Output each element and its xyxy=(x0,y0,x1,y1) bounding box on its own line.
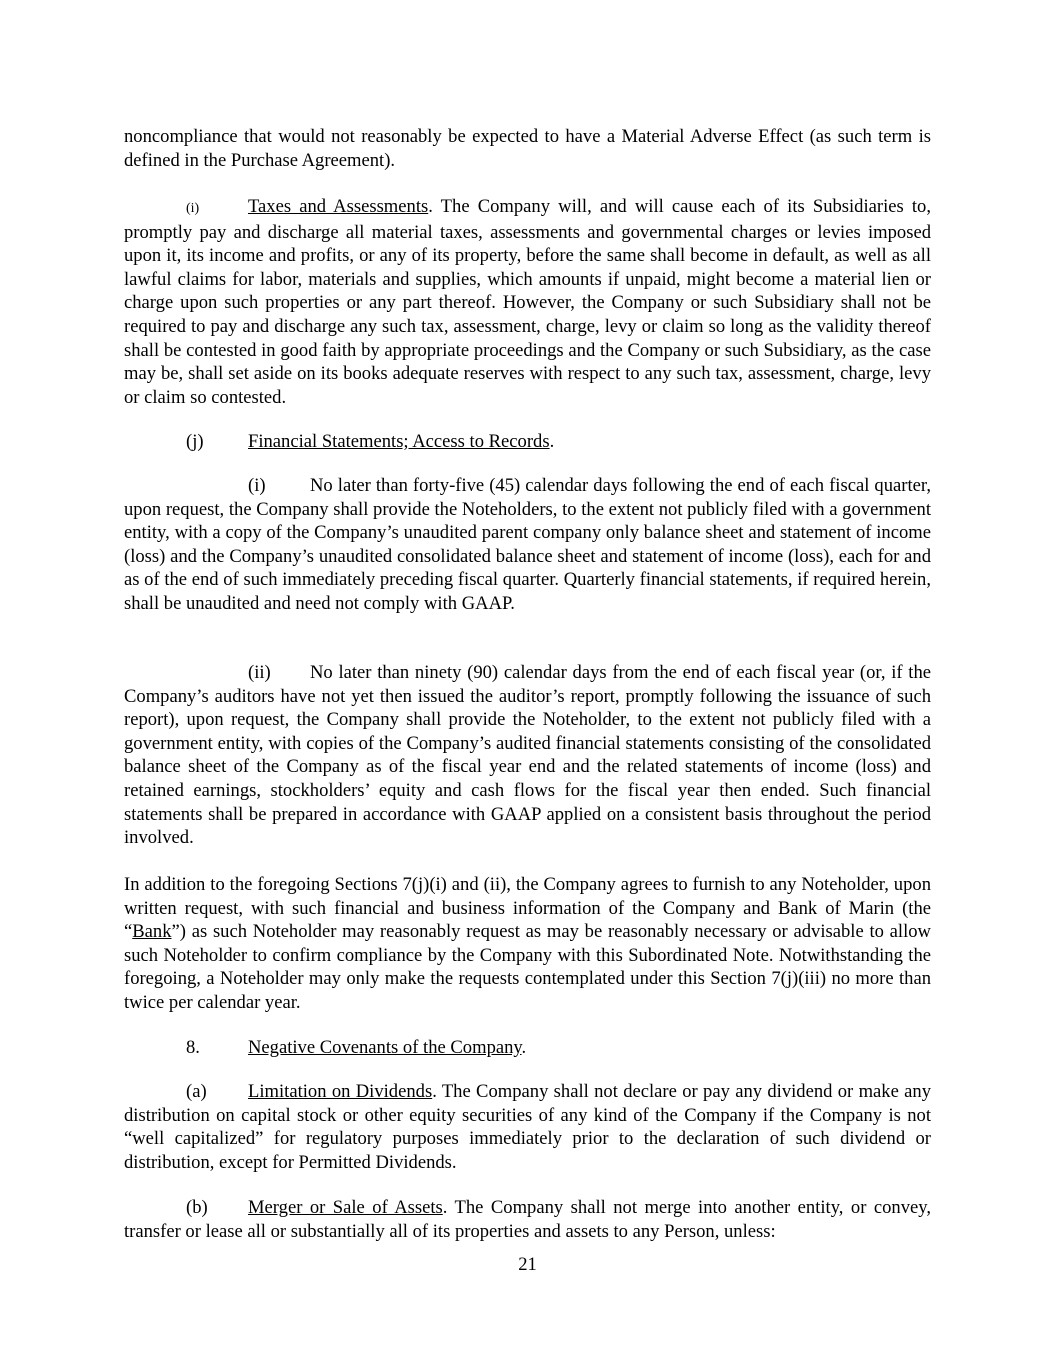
section-title: Limitation on Dividends xyxy=(248,1081,433,1102)
subsection-j-i-quarterly xyxy=(124,474,931,616)
section-label: 8. xyxy=(186,1037,200,1058)
section-text: . The Company will, and will cause each of its Subsidiaries to, promptly pay and discharge all material taxes, assessments and governmental charges or levies imposed upon it, its income and profits, or any of its property, before the same shall become in default, as well as all lawful claims for labor, materials and supplies, which amounts if unpaid, might become a material lien or charge upon such properties or any part thereof. However, the Company or such Subsidiary shall not be required to pay and discharge any such tax, assessment, charge, levy or claim so long as the validity thereof shall be contested in good faith by appropriate proceedings and the Company or such Subsidiary, as the case may be, shall set aside on its books adequate reserves with respect to any such tax, assessment, charge, levy or claim so contested. xyxy=(124,196,931,408)
subsection-text: No later than forty-five (45) calendar days following the end of each fiscal quarter, upon request, the Company shall provide the Noteholders, to the extent not publicly filed with a government entity, with a copy of the Company’s unaudited parent company only balance sheet and statement of income (loss) and the Company’s unaudited consolidated balance sheet and statement of income (loss), each for and as of the end of such immediately preceding fiscal quarter. Quarterly financial statements, if required herein, shall be unaudited and need not comply with GAAP. xyxy=(124,475,931,614)
paragraph-text: noncompliance that would not reasonably be expected to have a Material Adverse Effect (as such term is defined in the Purchase Agreement). xyxy=(124,126,931,171)
section-title: Financial Statements; Access to Records xyxy=(248,431,550,452)
section-title: Taxes and Assessments xyxy=(248,196,429,217)
section-title: Merger or Sale of Assets xyxy=(248,1197,443,1218)
section-title: Negative Covenants of the Company xyxy=(248,1037,522,1058)
section-label: (a) xyxy=(186,1081,207,1102)
section-8-negative-covenants xyxy=(124,1036,931,1060)
subsection-j-ii-annual xyxy=(124,661,931,850)
subsection-label: (i) xyxy=(248,475,266,496)
section-b-merger xyxy=(124,1196,931,1243)
page-number: 21 xyxy=(518,1254,537,1275)
subsection-text: No later than ninety (90) calendar days from the end of each fiscal year (or, if the Company’s auditors have not yet then issued the auditor’s report, promptly following the issuance of such report), upon request, the Company shall provide the Noteholder, to the extent not publicly filed with a government entity, with copies of the Company’s audited financial statements consisting of the consolidated balance sheet of the Company as of the fiscal year end and the related statements of income (loss) and retained earnings, stockholders’ equity and cash flows for the fiscal year then ended. Such financial statements shall be prepared in accordance with GAAP applied on a consistent basis throughout the period involved. xyxy=(124,662,931,849)
section-text: . xyxy=(549,431,555,452)
section-i-taxes xyxy=(124,195,931,409)
paragraph-text-before: In addition to the foregoing Sections 7(j)(i) and (ii), the Company agrees to furnish to any Noteholder, upon written request, with such financial and business information of the Company and Bank of Marin (the “ xyxy=(124,874,931,943)
paragraph-additional-information xyxy=(124,873,931,1015)
section-text: . xyxy=(521,1037,527,1058)
section-label: (i) xyxy=(186,201,200,216)
subsection-label: (ii) xyxy=(248,662,271,683)
section-a-dividends xyxy=(124,1080,931,1174)
section-text: . The Company shall not declare or pay any dividend or make any distribution on capital stock or other equity securities of any kind of the Company if the Company is not “well capitalized” for regulatory purposes immediately prior to the declaration of such dividend or distribution, except for Permitted Dividends. xyxy=(124,1081,932,1173)
paragraph-text-after: ”) as such Noteholder may reasonably request as may be reasonably necessary or advisable to allow such Noteholder to confirm compliance by the Company with this Subordinated Note. Notwithstanding the foregoing, a Noteholder may only make the requests contemplated under this Section 7(j)(iii) no more than twice per calendar year. xyxy=(124,921,931,1013)
section-label: (b) xyxy=(186,1197,208,1218)
document-page xyxy=(124,0,931,1365)
defined-term-bank: Bank xyxy=(132,921,172,943)
paragraph-continuation xyxy=(124,125,931,172)
section-label: (j) xyxy=(186,431,204,452)
section-text: . The Company shall not merge into another entity, or convey, transfer or lease all or substantially all of its properties and assets to any Person, unless: xyxy=(124,1197,931,1242)
section-j-financial-statements xyxy=(124,430,931,454)
